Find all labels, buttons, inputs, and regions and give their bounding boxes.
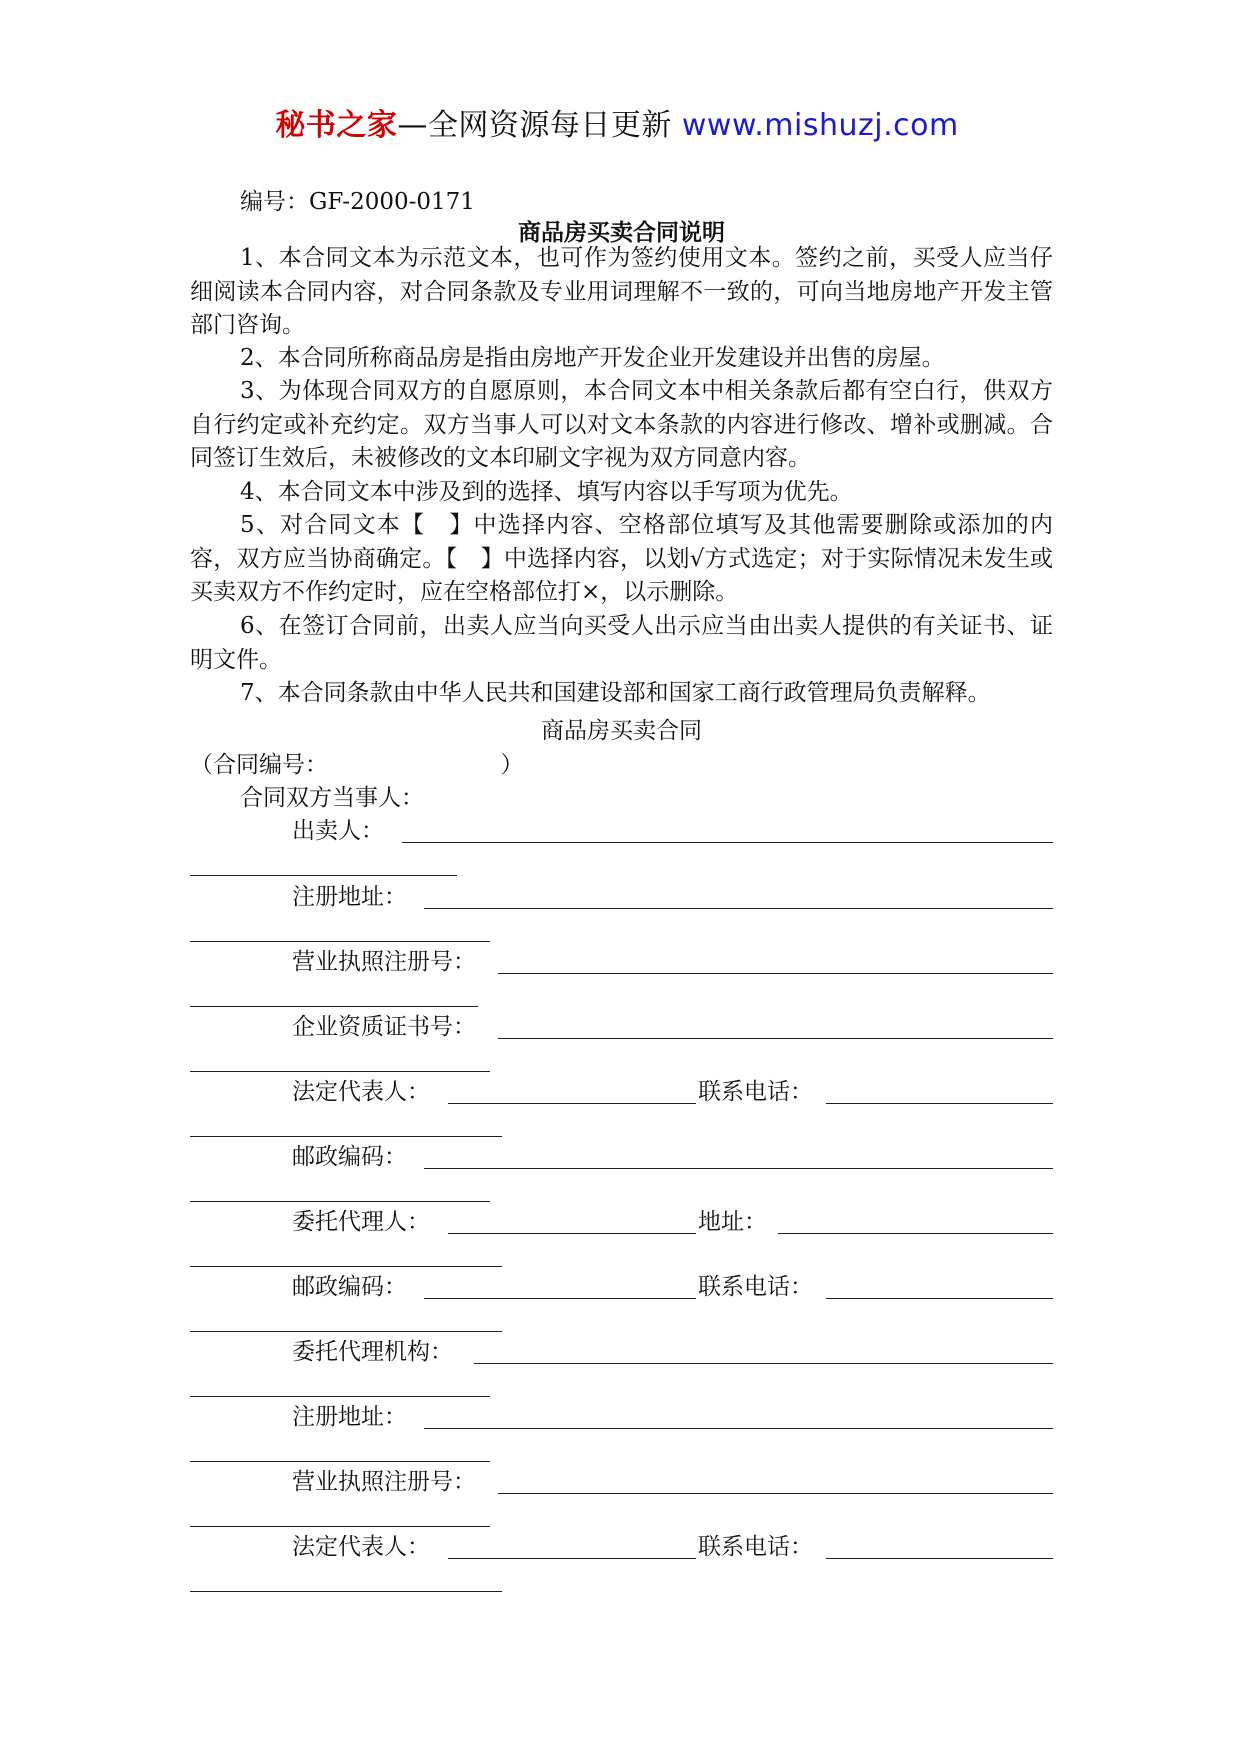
seller-field[interactable] (402, 842, 1053, 843)
postcode2-row (190, 1268, 1053, 1302)
license-field[interactable] (498, 973, 1053, 974)
reg-addr2-row (190, 1398, 1053, 1432)
license2-row (190, 1463, 1053, 1497)
qual-label: 企业资质证书号： (292, 1014, 476, 1040)
agent-field[interactable] (448, 1233, 696, 1234)
legal-rep-field-cont[interactable] (190, 1136, 502, 1137)
phone-label: 联系电话： (698, 1079, 813, 1105)
reg-addr2-label: 注册地址： (292, 1404, 407, 1430)
qual-field[interactable] (498, 1038, 1053, 1039)
seller-row (190, 812, 1053, 846)
phone3-label: 联系电话： (698, 1534, 813, 1560)
site-url-link[interactable]: www.mishuzj.com (681, 108, 959, 143)
reg-addr2-field-cont[interactable] (190, 1461, 490, 1462)
legal-rep2-row (190, 1528, 1053, 1562)
site-header (0, 100, 1234, 144)
note-3: 3、为体现合同双方的自愿原则，本合同文本中相关条款后都有空白行，供双方自行约定或补充约定。双方当事人可以对文本条款的内容进行修改、增补或删减。合同签订生效后，未被修改的文本印刷文字视为双方同意内容。 (190, 378, 1053, 471)
reg-addr-field[interactable] (424, 908, 1053, 909)
reg-addr-row (190, 878, 1053, 912)
notes-title: 商品房买卖合同说明 (518, 219, 725, 246)
postcode2-field-cont[interactable] (190, 1331, 502, 1332)
postcode-label: 邮政编码： (292, 1144, 407, 1170)
agent-label: 委托代理人： (292, 1209, 430, 1235)
note-1: 1、本合同文本为示范文本，也可作为签约使用文本。签约之前，买受人应当仔细阅读本合同内容，对合同条款及专业用词理解不一致的，可向当地房地产开发主管部门咨询。 (190, 245, 1053, 338)
postcode-field[interactable] (424, 1168, 1053, 1169)
qual-field-cont[interactable] (190, 1071, 490, 1072)
address-field[interactable] (778, 1233, 1053, 1234)
note-5: 5、对合同文本【 】中选择内容、空格部位填写及其他需要删除或添加的内容，双方应当协商确定。【 】中选择内容，以划√方式选定；对于实际情况未发生或买卖双方不作约定时，应在空格部位打×，以示删除。 (190, 512, 1053, 605)
license2-field[interactable] (498, 1493, 1053, 1494)
legal-rep-label: 法定代表人： (292, 1079, 430, 1105)
header-slogan: —全网资源每日更新 (397, 108, 672, 143)
postcode-field-cont[interactable] (190, 1201, 490, 1202)
seller-label: 出卖人： (292, 818, 384, 844)
legal-rep-row (190, 1073, 1053, 1107)
license-row (190, 943, 1053, 977)
license-field-cont[interactable] (190, 1006, 478, 1007)
parties-label: 合同双方当事人： (240, 785, 424, 811)
note-2: 2、本合同所称商品房是指由房地产开发企业开发建设并出售的房屋。 (240, 345, 945, 371)
reg-addr-label: 注册地址： (292, 884, 407, 910)
phone2-label: 联系电话： (698, 1274, 813, 1300)
code-label: 编号： (240, 189, 309, 215)
note-6: 6、在签订合同前，出卖人应当向买受人出示应当由出卖人提供的有关证书、证明文件。 (190, 613, 1053, 673)
legal-rep2-field-cont[interactable] (190, 1591, 502, 1592)
legal-rep2-field[interactable] (448, 1558, 696, 1559)
reg-addr2-field[interactable] (424, 1428, 1053, 1429)
license2-field-cont[interactable] (190, 1526, 490, 1527)
agency-field-cont[interactable] (190, 1396, 490, 1397)
legal-rep2-label: 法定代表人： (292, 1534, 430, 1560)
document-code (240, 183, 475, 216)
contract-number: （合同编号： ） (190, 752, 524, 778)
agency-label: 委托代理机构： (292, 1339, 453, 1365)
address-label: 地址： (698, 1209, 767, 1235)
agency-row (190, 1333, 1053, 1367)
postcode2-field[interactable] (424, 1298, 696, 1299)
brand-name: 秘书之家 (275, 108, 398, 143)
note-4: 4、本合同文本中涉及到的选择、填写内容以手写项为优先。 (240, 479, 853, 505)
code-value: GF-2000-0171 (309, 189, 475, 215)
reg-addr-field-cont[interactable] (190, 941, 490, 942)
phone3-field[interactable] (826, 1558, 1053, 1559)
phone2-field[interactable] (826, 1298, 1053, 1299)
note-7: 7、本合同条款由中华人民共和国建设部和国家工商行政管理局负责解释。 (240, 680, 991, 706)
agent-field-cont[interactable] (190, 1266, 502, 1267)
license2-label: 营业执照注册号： (292, 1469, 476, 1495)
postcode-row (190, 1138, 1053, 1172)
license-label: 营业执照注册号： (292, 949, 476, 975)
agent-row (190, 1203, 1053, 1237)
seller-field-cont[interactable] (190, 875, 457, 876)
phone-field[interactable] (826, 1103, 1053, 1104)
agency-field[interactable] (474, 1363, 1053, 1364)
qual-row (190, 1008, 1053, 1042)
contract-title: 商品房买卖合同 (541, 718, 702, 744)
legal-rep-field[interactable] (448, 1103, 696, 1104)
postcode2-label: 邮政编码： (292, 1274, 407, 1300)
